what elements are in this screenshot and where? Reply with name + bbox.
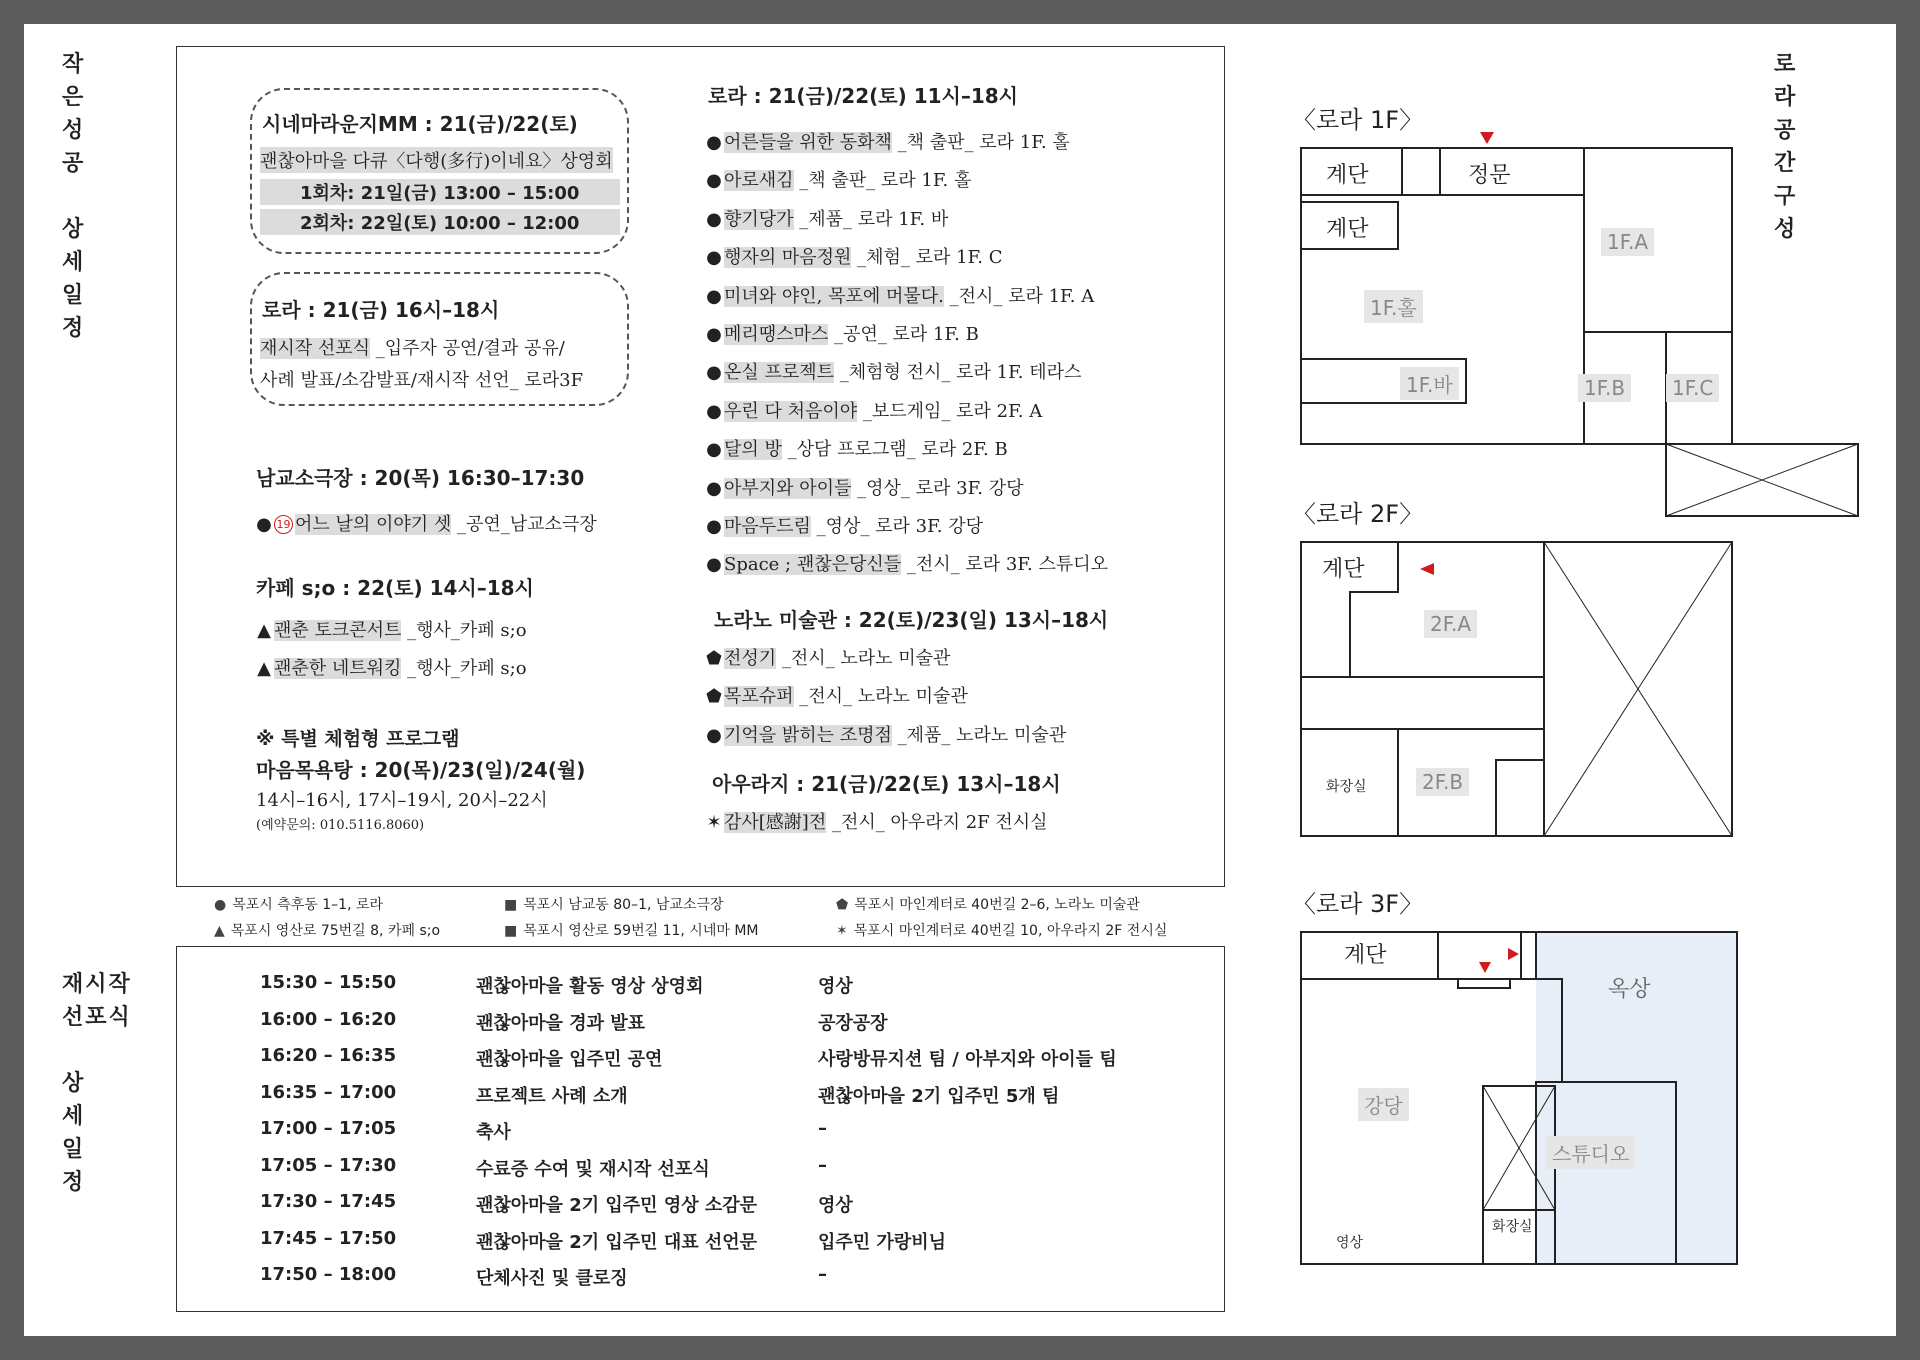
stairs-label: 계단 [1326,163,1369,188]
schedule-time: 15:30 – 15:50 [260,972,397,993]
namgyo-item: ● 19 어느 날의 이야기 셋 _공연_남교소극장 [256,514,597,535]
location-marker-icon: ● [706,324,722,345]
cinema-line2: 1회차: 21일(금) 13:00 – 15:00 [260,179,620,205]
program-name: 아부지와 아이들 [724,477,852,499]
program-name: 우린 다 처음이야 [724,400,858,422]
location-marker-icon: ⬟ [706,648,722,669]
schedule-event: 괜찮아마을 입주민 공연 [476,1049,663,1070]
room-1f-bar: 1F.바 [1400,367,1459,400]
floor-1f-title: 〈로라 1F〉 [1292,106,1424,134]
schedule-by: – [818,1118,827,1139]
location-marker-icon: ● [706,247,722,269]
room-1f-c: 1F.C [1666,374,1719,402]
location-marker-icon: ● [706,362,722,384]
schedule-time: 17:50 – 18:00 [260,1264,397,1285]
entrance-marker-icon [1480,132,1494,144]
program-detail: _전시_ 아우라지 2F 전시실 [826,812,1048,833]
cinema-title: 시네마라운지MM : 21(금)/22(토) [262,112,578,136]
location-marker-icon: ● [706,285,722,307]
location-marker-icon: ⬟ [706,686,722,708]
legend-marker-icon: ▲ [214,923,225,939]
toilet-label: 화장실 [1492,1219,1533,1235]
program-name: 목포슈퍼 [724,686,794,708]
program-name: 전성기 [724,648,777,669]
norano-title: 노라노 미술관 : 22(토)/23(일) 13시–18시 [714,608,1109,632]
location-marker-icon: ● [706,554,722,576]
schedule-time: 17:30 – 17:45 [260,1191,397,1212]
schedule-event: 괜찮아마을 2기 입주민 대표 선언문 [476,1231,758,1253]
location-marker-icon: ● [706,724,722,746]
cinema-line1: 괜찮아마을 다큐〈다행(多行)이네요〉상영회 [260,147,613,173]
entrance-marker-icon [1420,563,1434,575]
schedule-event: 프로젝트 사례 소개 [476,1085,628,1107]
schedule-event: 괜찮아마을 경과 발표 [476,1012,646,1034]
cafe-item: ▲ 괜춘 토크콘서트 _행사_카페 s;o [257,620,527,641]
room-3f-studio: 스튜디오 [1546,1136,1635,1169]
floor-1f-plan [1301,148,1858,516]
program-detail: _제품_ 로라 1F. 바 [793,208,949,230]
location-marker-icon: ✶ [706,812,722,833]
special-contact: (예약문의: 010.5116.8060) [256,818,425,833]
lora-title: 로라 : 21(금)/22(토) 11시–18시 [708,84,1019,108]
schedule-by: 영상 [818,976,853,997]
program-name: 메리땡스마스 [724,324,829,345]
schedule-by: – [818,1264,827,1285]
special-subtitle: 마음목욕탕 : 20(목)/23(일)/24(월) [256,758,586,782]
aurazi-title: 아우라지 : 21(금)/22(토) 13시–18시 [712,772,1061,796]
location-marker-icon: ● [706,132,722,153]
room-2f-a: 2F.A [1424,610,1477,638]
video-label: 영상 [1336,1235,1364,1251]
program-detail: _책 출판_ 로라 1F. 홀 [891,132,1070,153]
program-name: 마음두드림 [724,516,811,537]
schedule-time: 17:45 – 17:50 [260,1227,397,1249]
location-marker-icon: ● [706,516,722,537]
legend-item: ● 목포시 측후동 1–1, 로라 [214,897,384,913]
legend-item: ⬟ 목포시 마인계터로 40번길 2–6, 노라노 미술관 [836,897,1140,913]
room-3f-auditorium: 강당 [1358,1088,1409,1121]
stairs-label: 계단 [1344,943,1387,968]
location-marker-icon: ● [706,170,722,192]
location-marker-icon: ● [706,439,722,461]
program-name: 어른들을 위한 동화책 [724,132,892,153]
lora-ceremony-title: 로라 : 21(금) 16시–18시 [262,298,500,322]
side-label-bottom: 재시작 선포식 상 세 일 정 [62,972,132,1195]
program-detail: _보드게임_ 로라 2F. A [857,400,1043,422]
side-label-right: 로 라 공 간 구 성 [1774,52,1806,242]
schedule-event: 단체사진 및 클로징 [476,1268,628,1289]
room-2f-b: 2F.B [1416,768,1469,796]
floor-3f-title: 〈로라 3F〉 [1292,890,1424,918]
legend-marker-icon: ● [214,897,227,913]
schedule-by: – [818,1154,827,1176]
program-name: 아로새김 [724,170,794,192]
program-detail: _전시_ 노라노 미술관 [793,686,968,708]
special-times: 14시–16시, 17시–19시, 20시–22시 [256,790,548,811]
program-detail: _제품_ 노라노 미술관 [891,724,1067,746]
program-name: 행자의 마음정원 [724,247,852,269]
schedule-event: 괜찮아마을 활동 영상 상영회 [476,976,704,997]
namgyo-title: 남교소극장 : 20(목) 16:30–17:30 [256,466,585,490]
legend-item: ▲ 목포시 영산로 75번길 8, 카페 s;o [214,923,441,939]
program-detail: _전시_ 노라노 미술관 [776,648,951,669]
program-name: 온실 프로젝트 [724,362,835,384]
legend-item: ■ 목포시 영산로 59번길 11, 시네마 MM [504,923,759,939]
location-marker-icon: ● [706,208,722,230]
program-detail: _체험_ 로라 1F. C [851,247,1003,269]
schedule-time: 16:20 – 16:35 [260,1045,397,1066]
legend-item: ✶ 목포시 마인계터로 40번길 10, 아우라지 2F 전시실 [836,923,1168,939]
program-detail: _영상_ 로라 3F. 강당 [851,477,1024,499]
entrance-label: 정문 [1468,163,1511,188]
program-detail: _체험형 전시_ 로라 1F. 테라스 [834,362,1082,384]
number-badge: 19 [274,515,293,534]
room-1f-b: 1F.B [1578,374,1631,402]
location-marker-icon: ● [706,400,722,422]
stairs-label: 계단 [1326,217,1369,242]
legend-marker-icon: ■ [504,897,518,913]
program-detail: _전시_ 로라 3F. 스튜디오 [901,554,1109,576]
legend-item: ■ 목포시 남교동 80–1, 남교소극장 [504,897,724,913]
location-marker-icon: ● [706,477,722,499]
entrance-marker-icon [1508,948,1519,960]
cinema-line3: 2회차: 22일(토) 10:00 – 12:00 [260,209,620,235]
program-detail: _공연_ 로라 1F. B [828,324,979,345]
schedule-event: 축사 [476,1122,511,1143]
program-name: 기억을 밝히는 조명점 [724,724,892,746]
stairs-label: 계단 [1322,557,1365,582]
program-name: 달의 방 [724,439,782,461]
special-title: ※ 특별 체험형 프로그램 [256,728,460,750]
schedule-time: 16:35 – 17:00 [260,1081,397,1103]
schedule-time: 16:00 – 16:20 [260,1008,397,1030]
program-name: 감사[感謝]전 [724,812,827,833]
toilet-label: 화장실 [1326,779,1367,795]
program-name: 향기당가 [724,208,794,230]
room-1f-hall: 1F.홀 [1364,290,1423,323]
cafe-item: ▲ 괜춘한 네트워킹 _행사_카페 s;o [257,658,527,679]
legend-marker-icon: ⬟ [836,897,849,913]
program-detail: _전시_ 로라 1F. A [943,285,1095,307]
schedule-by: 영상 [818,1195,853,1216]
cafe-title: 카페 s;o : 22(토) 14시–18시 [256,576,534,600]
program-name: 미녀와 야인, 목포에 머물다. [724,285,944,307]
schedule-by: 공장공장 [818,1012,888,1034]
room-1f-a: 1F.A [1601,228,1654,256]
program-name: Space ; 괜찮은당신들 [724,554,902,576]
schedule-by: 사랑방뮤지션 팀 / 아부지와 아이들 팀 [818,1049,1117,1070]
program-detail: _영상_ 로라 3F. 강당 [810,516,984,537]
program-sheet [24,24,1896,1336]
rooftop-label: 옥상 [1608,977,1651,1002]
schedule-event: 괜찮아마을 2기 입주민 영상 소감문 [476,1195,758,1216]
floor-2f-title: 〈로라 2F〉 [1292,500,1424,528]
schedule-event: 수료증 수여 및 재시작 선포식 [476,1158,710,1180]
legend-marker-icon: ✶ [836,923,848,939]
schedule-by: 입주민 가랑비님 [818,1231,946,1253]
lora-ceremony-line2: 사례 발표/소감발표/재시작 선언_ 로라3F [260,370,584,391]
schedule-time: 17:05 – 17:30 [260,1154,397,1176]
schedule-time: 17:00 – 17:05 [260,1118,397,1139]
program-detail: _책 출판_ 로라 1F. 홀 [793,170,972,192]
lora-ceremony-line1: 재시작 선포식 _입주자 공연/결과 공유/ [260,338,565,359]
legend-marker-icon: ■ [504,923,518,939]
schedule-by: 괜찮아마을 2기 입주민 5개 팀 [818,1085,1060,1107]
entrance-marker-icon [1479,962,1491,973]
side-label-top: 작 은 성 공 상 세 일 정 [62,52,94,341]
program-detail: _상담 프로그램_ 로라 2F. B [781,439,1008,461]
